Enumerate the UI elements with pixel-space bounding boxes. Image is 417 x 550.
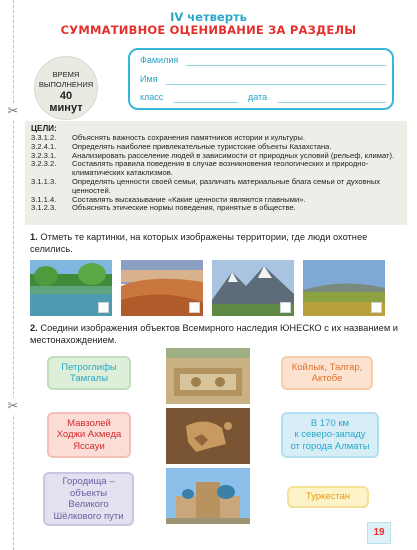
match-label-tamgaly[interactable] — [47, 356, 131, 390]
match-location-turkestan[interactable] — [287, 486, 369, 508]
answer-checkbox[interactable] — [280, 302, 291, 313]
goal-text: Анализировать расселение людей в зависимости от природных условий (рельеф, климат). — [72, 150, 395, 160]
time-badge-line: ВРЕМЯ — [52, 70, 80, 79]
goal-text: Составлять высказывание «Какие ценности являются главными». — [72, 194, 306, 204]
task-number: 1. — [30, 232, 38, 242]
scissors-icon: ✂ — [5, 398, 21, 414]
match-location-almaty[interactable] — [281, 412, 379, 458]
match-label-text: Городища – объекты Великого Шёлкового пути — [53, 476, 124, 522]
cut-line — [13, 0, 14, 550]
match-location-koilyk[interactable] — [281, 356, 373, 390]
goal-text: Определять ценности своей семьи, различать материальные блага семьи от духовных ценностей. — [72, 176, 381, 195]
ruins-photo[interactable] — [166, 348, 250, 404]
mountains-photo — [212, 260, 294, 316]
task-text: Соедини изображения объектов Всемирного наследия ЮНЕСКО с их названием и местонахождением. — [30, 323, 398, 345]
goals-title: ЦЕЛИ: — [31, 124, 57, 133]
lake-photo — [30, 260, 112, 316]
date-label: дата — [248, 92, 268, 102]
page-title: СУММАТИВНОЕ ОЦЕНИВАНИЕ ЗА РАЗДЕЛЫ — [60, 23, 357, 37]
time-badge-unit: минут — [49, 102, 83, 114]
time-badge-line: ВЫПОЛНЕНИЯ — [38, 80, 94, 89]
goal-code: 3.1.2.3. — [31, 203, 57, 213]
match-label-text: Мавзолей Ходжи Ахмеда Яссауи — [56, 417, 122, 452]
match-location-text: В 170 км к северо-западу от города Алматы — [290, 417, 370, 452]
goals-panel — [25, 121, 407, 225]
match-label-mausoleum[interactable] — [47, 412, 131, 458]
class-label: класс — [140, 92, 164, 102]
student-info-form — [128, 48, 394, 110]
class-field[interactable] — [174, 102, 238, 103]
steppe-photo — [303, 260, 385, 316]
goal-item — [31, 204, 401, 213]
goal-code: 3.2.3.2. — [31, 159, 57, 169]
mausoleum-photo[interactable] — [166, 468, 250, 524]
task-1 — [30, 231, 400, 255]
petroglyph-photo[interactable] — [166, 408, 250, 464]
page-number: 19 — [367, 522, 391, 544]
goal-item — [31, 178, 401, 196]
match-location-text: Койлык, Талгар, Актобе — [291, 361, 363, 384]
task-2 — [30, 322, 400, 346]
goal-code: 3.1.1.4. — [31, 194, 57, 204]
answer-checkbox[interactable] — [98, 302, 109, 313]
goal-text: Объяснять этические нормы поведения, принятые в обществе. — [72, 203, 296, 213]
goal-code: 3.2.3.1. — [31, 150, 57, 160]
answer-checkbox[interactable] — [371, 302, 382, 313]
time-badge — [34, 56, 98, 120]
desert-photo — [121, 260, 203, 316]
name-field[interactable] — [166, 84, 386, 85]
answer-checkbox[interactable] — [189, 302, 200, 313]
surname-label: Фамилия — [140, 55, 179, 65]
goal-text: Определять наиболее привлекательные туристские объекты Казахстана. — [72, 141, 332, 151]
goal-code: 3.2.4.1. — [31, 141, 57, 151]
task-number: 2. — [30, 323, 38, 333]
goal-code: 3.3.1.2. — [31, 133, 57, 142]
quarter-label: IV четверть — [170, 10, 247, 24]
surname-field[interactable] — [186, 65, 386, 66]
task-text: Отметь те картинки, на которых изображены территории, где люди охотнее селились. — [30, 232, 368, 254]
goal-code: 3.1.1.3. — [31, 176, 57, 186]
match-label-silk-road[interactable] — [43, 472, 134, 526]
match-label-text: Петроглифы Тамгалы — [61, 361, 117, 384]
goal-text: Составлять правила поведения в случае возникновения геологических и природно-климатических катаклизмов. — [72, 159, 369, 178]
goal-text: Объяснять важность сохранения памятников истории и культуры. — [72, 133, 305, 142]
goal-item — [31, 160, 401, 178]
time-badge-value: 40 — [59, 90, 73, 102]
scissors-icon: ✂ — [5, 103, 21, 119]
match-location-text: Туркестан — [305, 491, 351, 503]
name-label: Имя — [140, 74, 158, 84]
date-field[interactable] — [278, 102, 386, 103]
